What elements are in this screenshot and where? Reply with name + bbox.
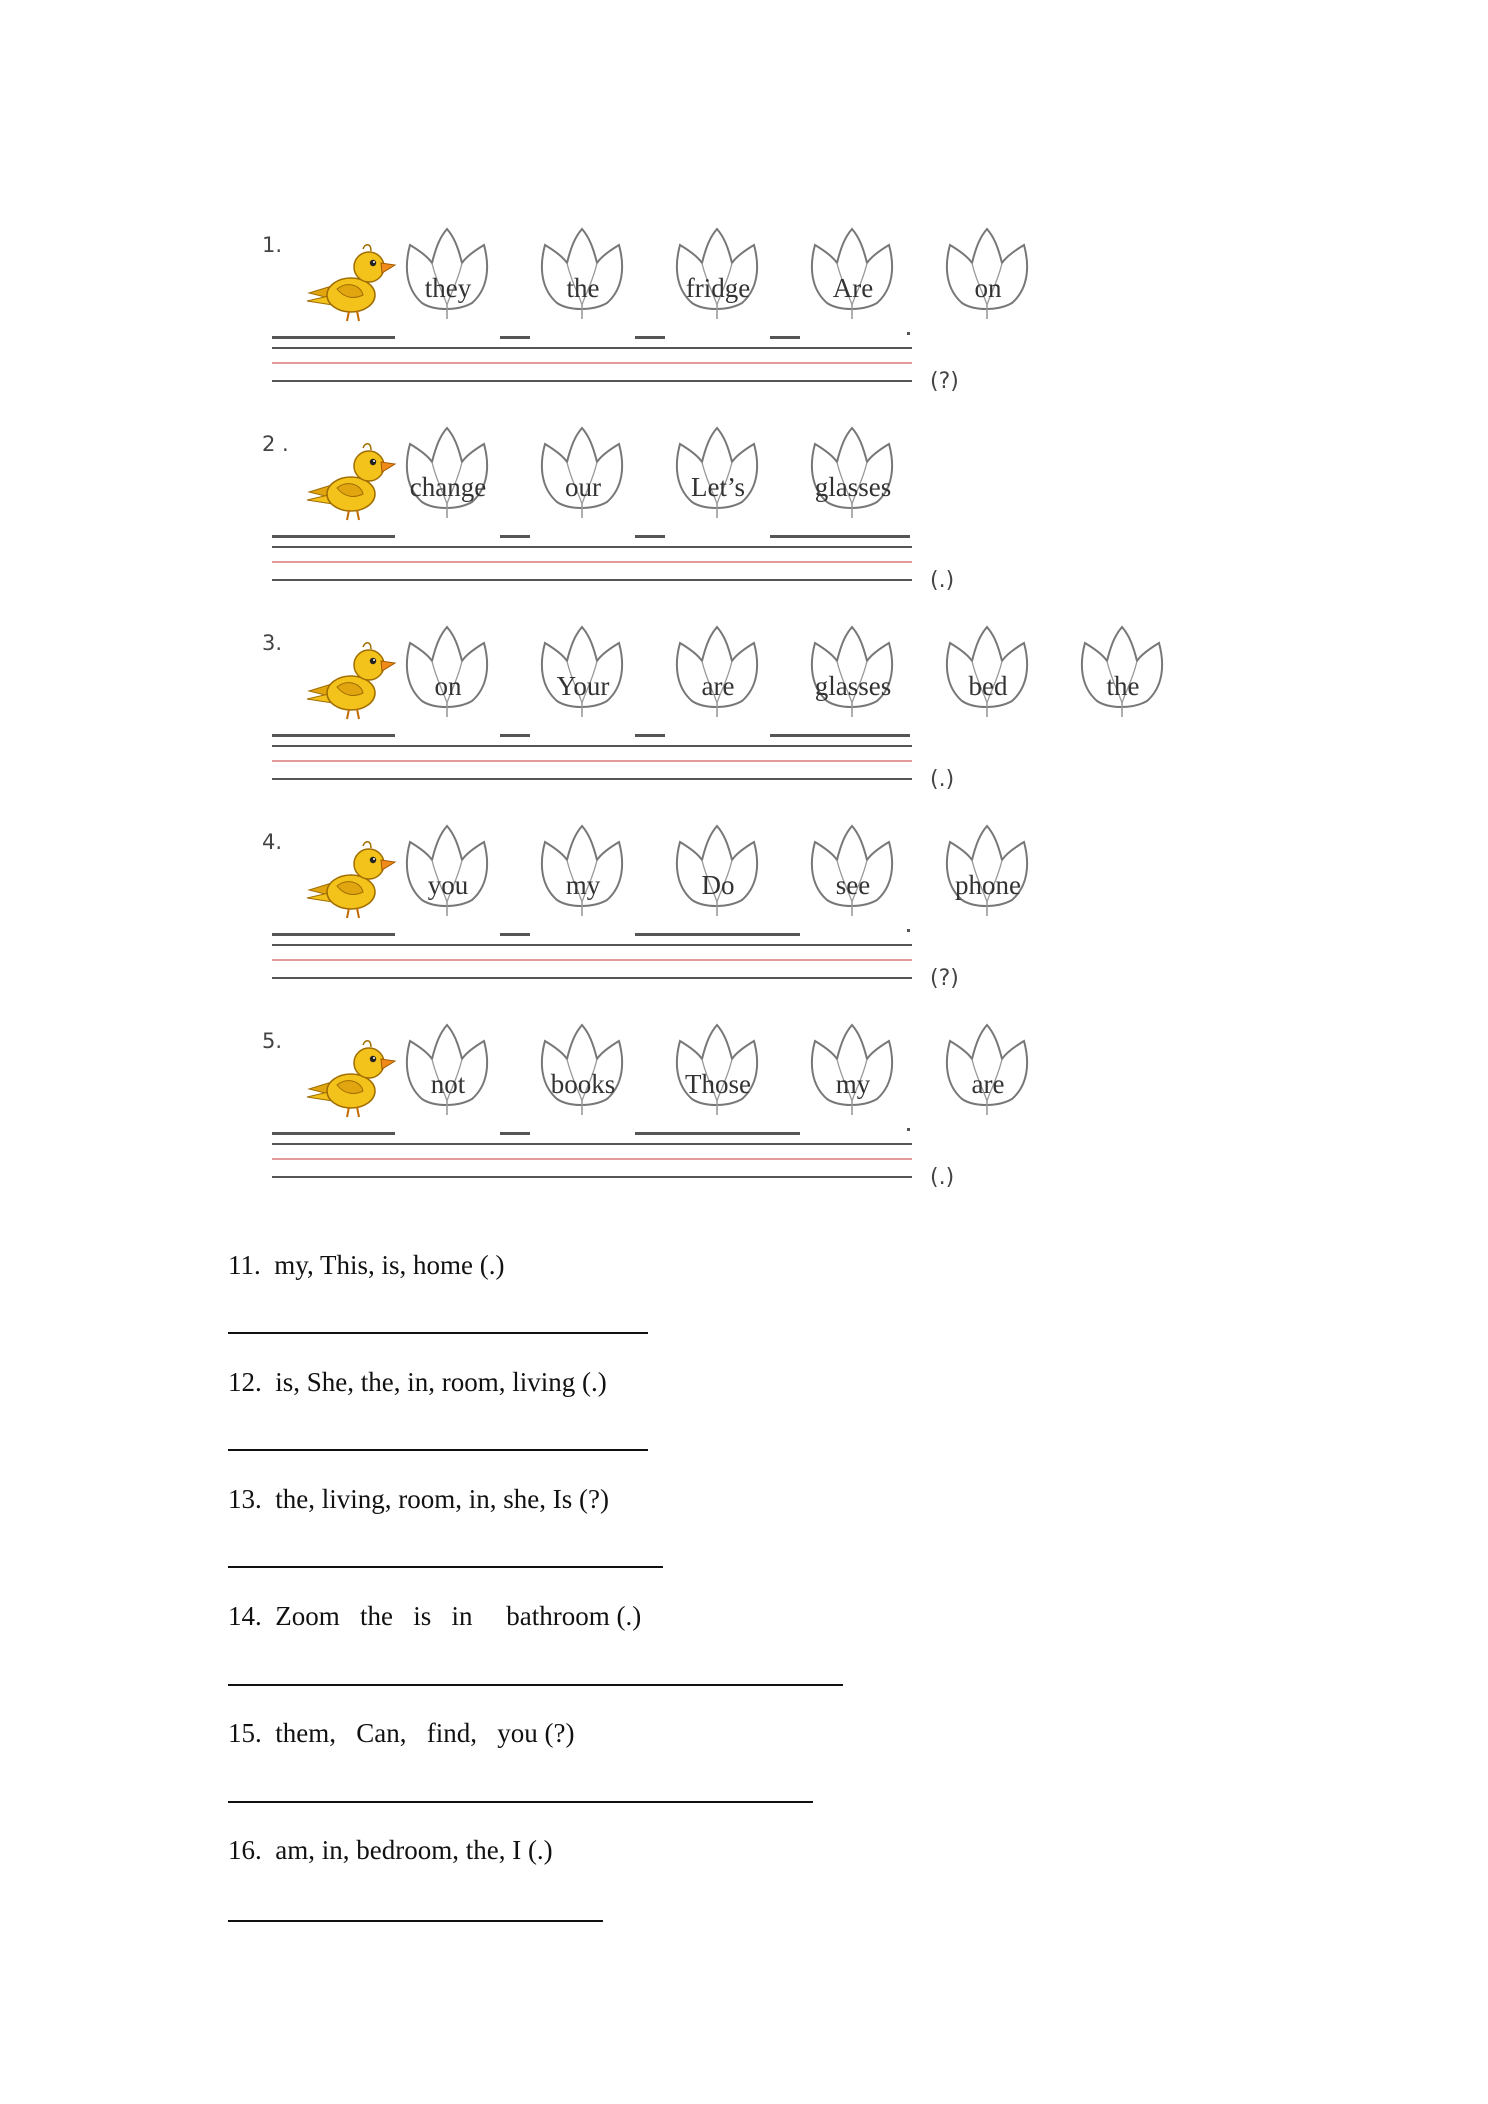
- punctuation-hint: (.): [930, 767, 955, 792]
- writing-line: [272, 347, 912, 349]
- tulip-word-card: [1075, 623, 1171, 723]
- question-number: 15.: [228, 1718, 262, 1748]
- word-flowers: [0, 822, 1488, 932]
- tulip-word-card: [670, 424, 766, 524]
- writing-line: [272, 380, 912, 382]
- answer-blank: [635, 535, 665, 538]
- exercise-number: 1.: [262, 233, 283, 257]
- tulip-word-card: [670, 1021, 766, 1121]
- tulip-word: phone: [955, 870, 1021, 900]
- writing-line: [272, 1143, 912, 1145]
- tulip-word: my: [835, 1069, 871, 1099]
- word-flowers: [0, 623, 1488, 733]
- answer-blank: [500, 1132, 530, 1135]
- tulip-word: see: [835, 870, 871, 900]
- tulip-word-card: [400, 1021, 496, 1121]
- writing-line: [272, 977, 912, 979]
- tulip-word-card: [400, 225, 496, 325]
- answer-line[interactable]: [228, 1684, 843, 1686]
- question-text: my, This, is, home (.): [274, 1250, 505, 1280]
- tulip-word-card: [940, 623, 1036, 723]
- question-line: [228, 1250, 505, 1281]
- answer-blank: [500, 734, 530, 737]
- answer-blank: [272, 933, 395, 936]
- writing-line: [272, 778, 912, 780]
- punctuation-hint: (.): [930, 568, 955, 593]
- tulip-word: on: [974, 273, 1002, 303]
- tulip-word: are: [701, 671, 735, 701]
- tulip-word-card: [805, 225, 901, 325]
- question-number: 12.: [228, 1367, 262, 1397]
- answer-blank: [272, 535, 395, 538]
- tulip-word-card: [535, 1021, 631, 1121]
- answer-blank: [635, 1132, 800, 1135]
- exercise-number: 3.: [262, 631, 283, 655]
- exercise-number: 4.: [262, 830, 283, 854]
- tulip-word: Are: [832, 273, 874, 303]
- tulip-word: are: [971, 1069, 1005, 1099]
- tulip-word-card: [805, 1021, 901, 1121]
- tulip-word: change: [409, 472, 487, 502]
- question-number: 14.: [228, 1601, 262, 1631]
- tulip-word: fridge: [685, 273, 751, 303]
- tulip-word-card: [805, 822, 901, 922]
- tulip-word: you: [427, 870, 469, 900]
- exercise-block: [0, 225, 1488, 425]
- tulip-word-card: [400, 822, 496, 922]
- answer-blank: [635, 336, 665, 339]
- tulip-word-card: [400, 623, 496, 723]
- tulip-word-card: [805, 623, 901, 723]
- writing-line-red: [272, 362, 912, 364]
- writing-line: [272, 546, 912, 548]
- question-text: Zoom the is in bathroom (.): [275, 1601, 642, 1631]
- writing-line-red: [272, 959, 912, 961]
- question-text: them, Can, find, you (?): [275, 1718, 575, 1748]
- exercise-block: [0, 623, 1488, 823]
- exercise-block: [0, 1021, 1488, 1221]
- answer-blank: [500, 933, 530, 936]
- writing-line-red: [272, 760, 912, 762]
- tulip-word: on: [434, 671, 462, 701]
- question-text: am, in, bedroom, the, I (.): [275, 1835, 553, 1865]
- question-line: [228, 1484, 609, 1515]
- tulip-word: the: [566, 273, 600, 303]
- question-line: [228, 1835, 553, 1866]
- question-line: [228, 1367, 607, 1398]
- exercise-number: 2 .: [262, 432, 289, 456]
- tulip-word-card: [670, 822, 766, 922]
- answer-blank: [272, 734, 395, 737]
- tulip-word-card: [535, 225, 631, 325]
- writing-line: [272, 1176, 912, 1178]
- exercise-number: 5.: [262, 1029, 283, 1053]
- writing-line: [272, 944, 912, 946]
- tulip-word: they: [424, 273, 472, 303]
- punctuation-hint: (?): [930, 369, 959, 394]
- writing-line: [272, 579, 912, 581]
- exercise-block: [0, 424, 1488, 624]
- tulip-word-card: [940, 1021, 1036, 1121]
- tulip-word: books: [550, 1069, 616, 1099]
- tulip-word-card: [535, 424, 631, 524]
- word-flowers: [0, 1021, 1488, 1131]
- punctuation-hint: (?): [930, 966, 959, 991]
- word-flowers: [0, 424, 1488, 534]
- question-line: [228, 1601, 641, 1632]
- question-text: the, living, room, in, she, Is (?): [275, 1484, 609, 1514]
- answer-blank: [635, 734, 665, 737]
- tulip-word: our: [565, 472, 601, 502]
- answer-line[interactable]: [228, 1449, 648, 1451]
- answer-blank: [635, 933, 800, 936]
- answer-blank: [500, 535, 530, 538]
- period-dot: [907, 1128, 910, 1131]
- tulip-word-card: [940, 225, 1036, 325]
- answer-blank: [272, 336, 395, 339]
- tulip-word: Your: [556, 671, 610, 701]
- answer-line[interactable]: [228, 1566, 663, 1568]
- question-number: 16.: [228, 1835, 262, 1865]
- writing-line: [272, 745, 912, 747]
- writing-line-red: [272, 561, 912, 563]
- word-flowers: [0, 225, 1488, 335]
- answer-blank: [272, 1132, 395, 1135]
- tulip-word: glasses: [814, 671, 892, 701]
- tulip-word-card: [535, 822, 631, 922]
- answer-line[interactable]: [228, 1332, 648, 1334]
- answer-blank: [770, 336, 800, 339]
- answer-blank: [500, 336, 530, 339]
- tulip-word: the: [1106, 671, 1140, 701]
- exercise-block: [0, 822, 1488, 1022]
- tulip-word: Those: [685, 1069, 751, 1099]
- answer-line[interactable]: [228, 1801, 813, 1803]
- tulip-word: glasses: [814, 472, 892, 502]
- tulip-word-card: [400, 424, 496, 524]
- period-dot: [907, 332, 910, 335]
- question-text: is, She, the, in, room, living (.): [275, 1367, 607, 1397]
- punctuation-hint: (.): [930, 1165, 955, 1190]
- question-number: 13.: [228, 1484, 262, 1514]
- tulip-word-card: [670, 623, 766, 723]
- tulip-word: not: [430, 1069, 466, 1099]
- tulip-word: Let’s: [691, 472, 745, 502]
- tulip-word-card: [805, 424, 901, 524]
- writing-line-red: [272, 1158, 912, 1160]
- answer-line[interactable]: [228, 1920, 603, 1922]
- tulip-word: my: [565, 870, 601, 900]
- tulip-word: Do: [701, 870, 735, 900]
- period-dot: [907, 929, 910, 932]
- tulip-word-card: [535, 623, 631, 723]
- question-line: [228, 1718, 574, 1749]
- answer-blank: [770, 734, 910, 737]
- tulip-word: bed: [968, 671, 1008, 701]
- question-number: 11.: [228, 1250, 261, 1280]
- tulip-word-card: [940, 822, 1036, 922]
- tulip-word-card: [670, 225, 766, 325]
- answer-blank: [770, 535, 910, 538]
